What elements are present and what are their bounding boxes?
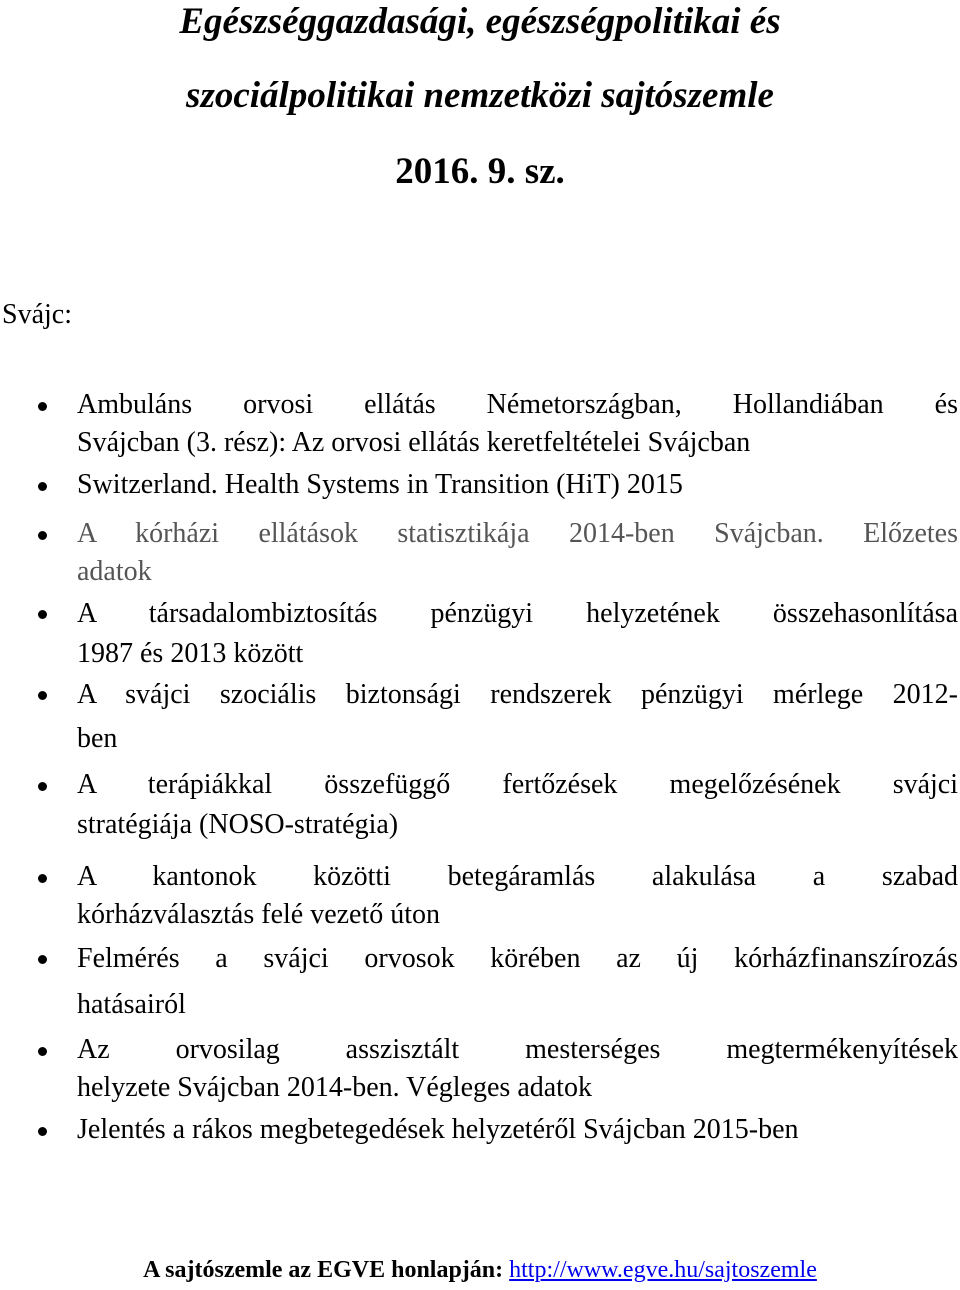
bullet-icon bbox=[38, 482, 47, 491]
bullet-icon bbox=[38, 402, 47, 411]
bullet-icon bbox=[38, 782, 47, 791]
bullet-icon bbox=[38, 1047, 47, 1056]
footer-label: A sajtószemle az EGVE honlapján: bbox=[143, 1257, 504, 1283]
bullet-icon bbox=[38, 531, 47, 540]
list-item: A terápiákkal összefüggő fertőzések megelőzésének svájci stratégiája (NOSO-stratégia) bbox=[77, 769, 958, 840]
bullet-icon bbox=[38, 1127, 47, 1136]
footer bbox=[0, 1255, 960, 1285]
bullet-icon bbox=[38, 610, 47, 619]
list-item: A kantonok közötti betegáramlás alakulása a szabad kórházválasztás felé vezető úton bbox=[77, 861, 958, 930]
sajtoszemle-link[interactable]: http://www.egve.hu/sajtoszemle bbox=[509, 1257, 817, 1283]
document-title-line-1: Egészséggazdasági, egészségpolitikai és bbox=[179, 1, 781, 42]
list-item: A kórházi ellátások statisztikája 2014-ben Svájcban. Előzetes adatok bbox=[77, 518, 958, 587]
list-item: A társadalombiztosítás pénzügyi helyzetének összehasonlítása 1987 és 2013 között bbox=[77, 598, 958, 669]
list-item: A svájci szociális biztonsági rendszerek pénzügyi mérlege 2012- ben bbox=[77, 679, 958, 754]
list-item: Az orvosilag asszisztált mesterséges megtermékenyítések helyzete Svájcban 2014-ben. Végleges adatok bbox=[77, 1034, 958, 1103]
bullet-icon bbox=[38, 691, 47, 700]
list-item: Ambuláns orvosi ellátás Németországban, Hollandiában és Svájcban (3. rész): Az orvosi ellátás keretfeltételei Svájcban bbox=[77, 389, 958, 458]
section-heading: Svájc: bbox=[2, 299, 72, 330]
list-item: Switzerland. Health Systems in Transition (HiT) 2015 bbox=[77, 469, 683, 500]
document-title-line-2: szociálpolitikai nemzetközi sajtószemle bbox=[186, 75, 774, 116]
bullet-icon bbox=[38, 874, 47, 883]
list-item: Felmérés a svájci orvosok körében az új kórházfinanszírozás hatásairól bbox=[77, 943, 958, 1020]
list-item: Jelentés a rákos megbetegedések helyzetéről Svájcban 2015-ben bbox=[77, 1114, 799, 1145]
issue-number: 2016. 9. sz. bbox=[395, 151, 565, 192]
bullet-icon bbox=[38, 955, 47, 964]
